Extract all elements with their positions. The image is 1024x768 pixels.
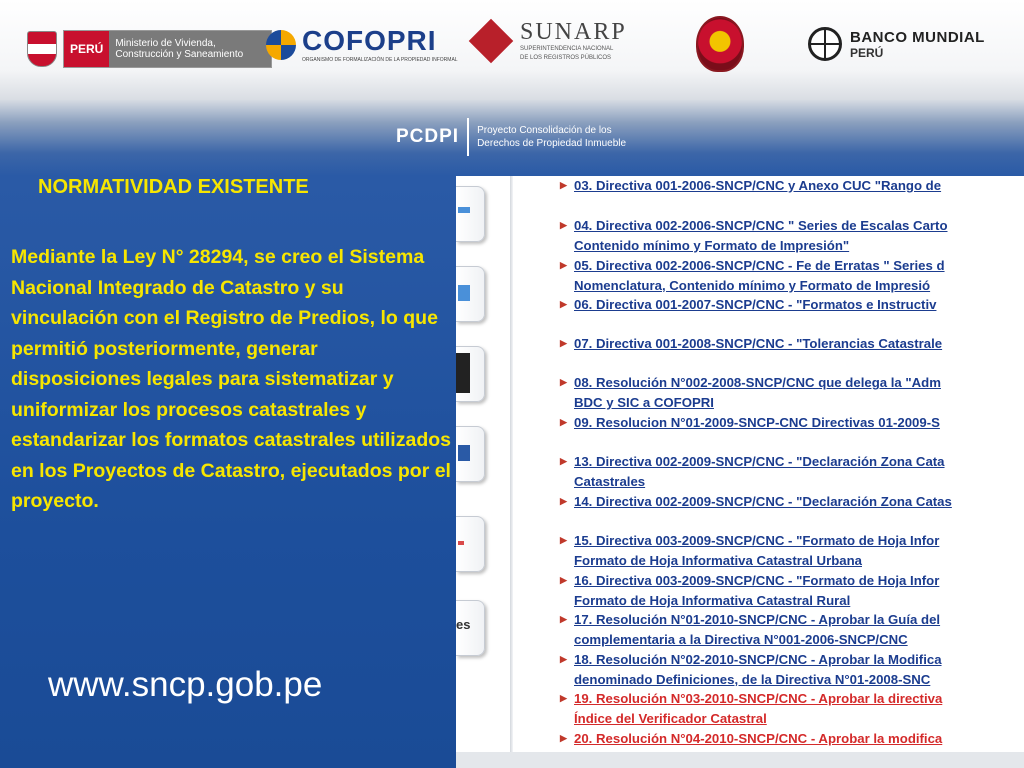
document-link-line[interactable]: 09. Resolucion N°01-2009-SNCP-CNC Directivas 01-2009-S [574,415,940,430]
document-link-line[interactable]: 17. Resolución N°01-2010-SNCP/CNC - Aprobar la Guía del [574,612,941,627]
pcdpi-logo [396,118,637,156]
document-link-line[interactable]: 07. Directiva 001-2008-SNCP/CNC - "Tolerancias Catastrale [574,336,943,351]
document-link-line[interactable]: 08. Resolución N°002-2008-SNCP/CNC que delega la "Adm [574,375,941,390]
bullet-arrow-icon: ▶ [560,575,567,585]
sidebar-card-1-icon [458,207,470,213]
bullet-arrow-icon: ▶ [560,180,567,190]
document-link[interactable] [560,216,948,255]
doc-sidebar [456,176,504,752]
bullet-arrow-icon: ▶ [560,535,567,545]
document-link[interactable] [560,650,942,689]
sidebar-card-5-icon [458,541,464,545]
doc-divider [510,176,513,752]
bullet-arrow-icon: ▶ [560,456,567,466]
sunarp-name: SUNARP [520,19,627,45]
sunarp-logo [470,20,627,62]
document-link-line[interactable]: 04. Directiva 002-2006-SNCP/CNC " Series de Escalas Carto [574,218,948,233]
document-link[interactable] [560,689,943,728]
bullet-arrow-icon: ▶ [560,614,567,624]
sidebar-card-3[interactable] [456,346,485,402]
sunarp-emblem-icon [469,19,514,64]
sidebar-card-6[interactable] [456,600,485,656]
cofopri-name: COFOPRI [302,25,437,56]
bullet-arrow-icon: ▶ [560,733,567,743]
document-link[interactable] [560,256,945,295]
bullet-arrow-icon: ▶ [560,654,567,664]
sidebar-card-1[interactable] [456,186,485,242]
bullet-arrow-icon: ▶ [560,693,567,703]
document-link[interactable] [560,610,941,649]
document-link[interactable] [560,295,937,315]
sidebar-card-3-icon [456,353,470,393]
document-link-line[interactable]: 18. Resolución N°02-2010-SNCP/CNC - Aprobar la Modifica [574,652,942,667]
sncp-url-link[interactable]: www.sncp.gob.pe [48,665,323,704]
pcdpi-description: Proyecto Consolidación de los Derechos de Propiedad Inmueble [477,125,627,149]
sunarp-subtitle-1: SUPERINTENDENCIA NACIONAL [520,46,614,52]
document-link-line[interactable]: Formato de Hoja Informativa Catastral Urbana [574,552,862,568]
geographic-institute-badge-icon [696,16,744,72]
document-link[interactable] [560,531,940,570]
ign-logo [696,16,744,72]
banco-mundial-country: PERÚ [850,45,884,60]
bullet-arrow-icon: ▶ [560,220,567,230]
document-link-line[interactable]: 20. Resolución N°04-2010-SNCP/CNC - Aprobar la modifica [574,731,943,746]
sidebar-card-6-label: es [456,617,471,632]
section-title: NORMATIVIDAD EXISTENTE [38,176,309,198]
document-link-line[interactable]: 15. Directiva 003-2009-SNCP/CNC - "Formato de Hoja Infor [574,533,940,548]
document-link-line[interactable]: 19. Resolución N°03-2010-SNCP/CNC - Aprobar la directiva [574,691,943,706]
document-link[interactable] [560,452,945,491]
cofopri-logo [266,27,458,63]
peru-coat-of-arms-icon [27,31,57,67]
sidebar-card-2[interactable] [456,266,485,322]
document-link[interactable] [560,413,940,433]
bullet-arrow-icon: ▶ [560,496,567,506]
document-link-line[interactable]: BDC y SIC a COFOPRI [574,394,714,410]
document-list-screenshot [456,176,1024,768]
document-link[interactable] [560,492,952,512]
sunarp-subtitle-2: DE LOS REGISTROS PÚBLICOS [520,55,612,61]
ministry-name: Ministerio de Vivienda, Construcción y Saneamiento [109,31,271,67]
bullet-arrow-icon: ▶ [560,377,567,387]
sidebar-card-4-icon [458,445,470,461]
banco-mundial-logo [808,27,985,61]
bullet-arrow-icon: ▶ [560,260,567,270]
document-link-line[interactable]: 14. Directiva 002-2009-SNCP/CNC - "Declaración Zona Catas [574,494,952,509]
document-link-line[interactable]: 13. Directiva 002-2009-SNCP/CNC - "Declaración Zona Cata [574,454,945,469]
document-link[interactable] [560,176,942,196]
document-link-line[interactable]: Nomenclatura, Contenido mínimo y Formato de Impresió [574,277,931,293]
sidebar-card-2-icon [458,285,470,301]
pcdpi-separator [467,118,469,156]
bullet-arrow-icon: ▶ [560,417,567,427]
doc-bottom-bar [456,752,1024,768]
banco-mundial-name: BANCO MUNDIAL [850,28,985,46]
peru-ministry-logo [27,30,272,68]
sidebar-card-4[interactable] [456,426,485,482]
document-link-line[interactable]: Formato de Hoja Informativa Catastral Rural [574,592,851,608]
cofopri-subtitle: ORGANISMO DE FORMALIZACIÓN DE LA PROPIEDAD INFORMAL [302,57,458,63]
document-link-line[interactable]: Contenido mínimo y Formato de Impresión" [574,237,850,253]
document-link-line[interactable]: 05. Directiva 002-2006-SNCP/CNC - Fe de Erratas " Series d [574,258,945,273]
document-link-line[interactable]: 16. Directiva 003-2009-SNCP/CNC - "Formato de Hoja Infor [574,573,940,588]
peru-label: PERÚ [64,31,109,67]
sidebar-card-5[interactable] [456,516,485,572]
section-body-text: Mediante la Ley N° 28294, se creo el Sistema Nacional Integrado de Catastro y su vinculación con el Registro de Predios, lo que permitió posteriormente, generar disposiciones legales para sistematizar y uniformizar los procesos catastrales y estandarizar los formatos catastrales utilizados en los Proyectos de Catastro, ejecutados por el proyecto. [11,246,451,512]
world-bank-globe-icon [808,27,842,61]
document-link-line[interactable]: Índice del Verificador Catastral [574,710,767,726]
ministry-label-box [63,30,272,68]
document-link[interactable] [560,334,943,354]
document-link-line[interactable]: Catastrales [574,473,646,489]
document-link[interactable] [560,571,940,610]
bullet-arrow-icon: ▶ [560,338,567,348]
document-link-line[interactable]: 03. Directiva 001-2006-SNCP/CNC y Anexo CUC "Rango de [574,178,942,193]
document-link-line[interactable]: 06. Directiva 001-2007-SNCP/CNC - "Formatos e Instructiv [574,297,937,312]
document-link-line[interactable]: denominado Definiciones, de la Directiva N°01-2008-SNC [574,671,931,687]
document-link-line[interactable]: complementaria a la Directiva N°001-2006-SNCP/CNC [574,631,908,647]
cofopri-emblem-icon [266,30,296,60]
header-logo-strip [0,0,1024,100]
document-link[interactable] [560,373,941,412]
pcdpi-name: PCDPI [396,126,460,147]
bullet-arrow-icon: ▶ [560,299,567,309]
